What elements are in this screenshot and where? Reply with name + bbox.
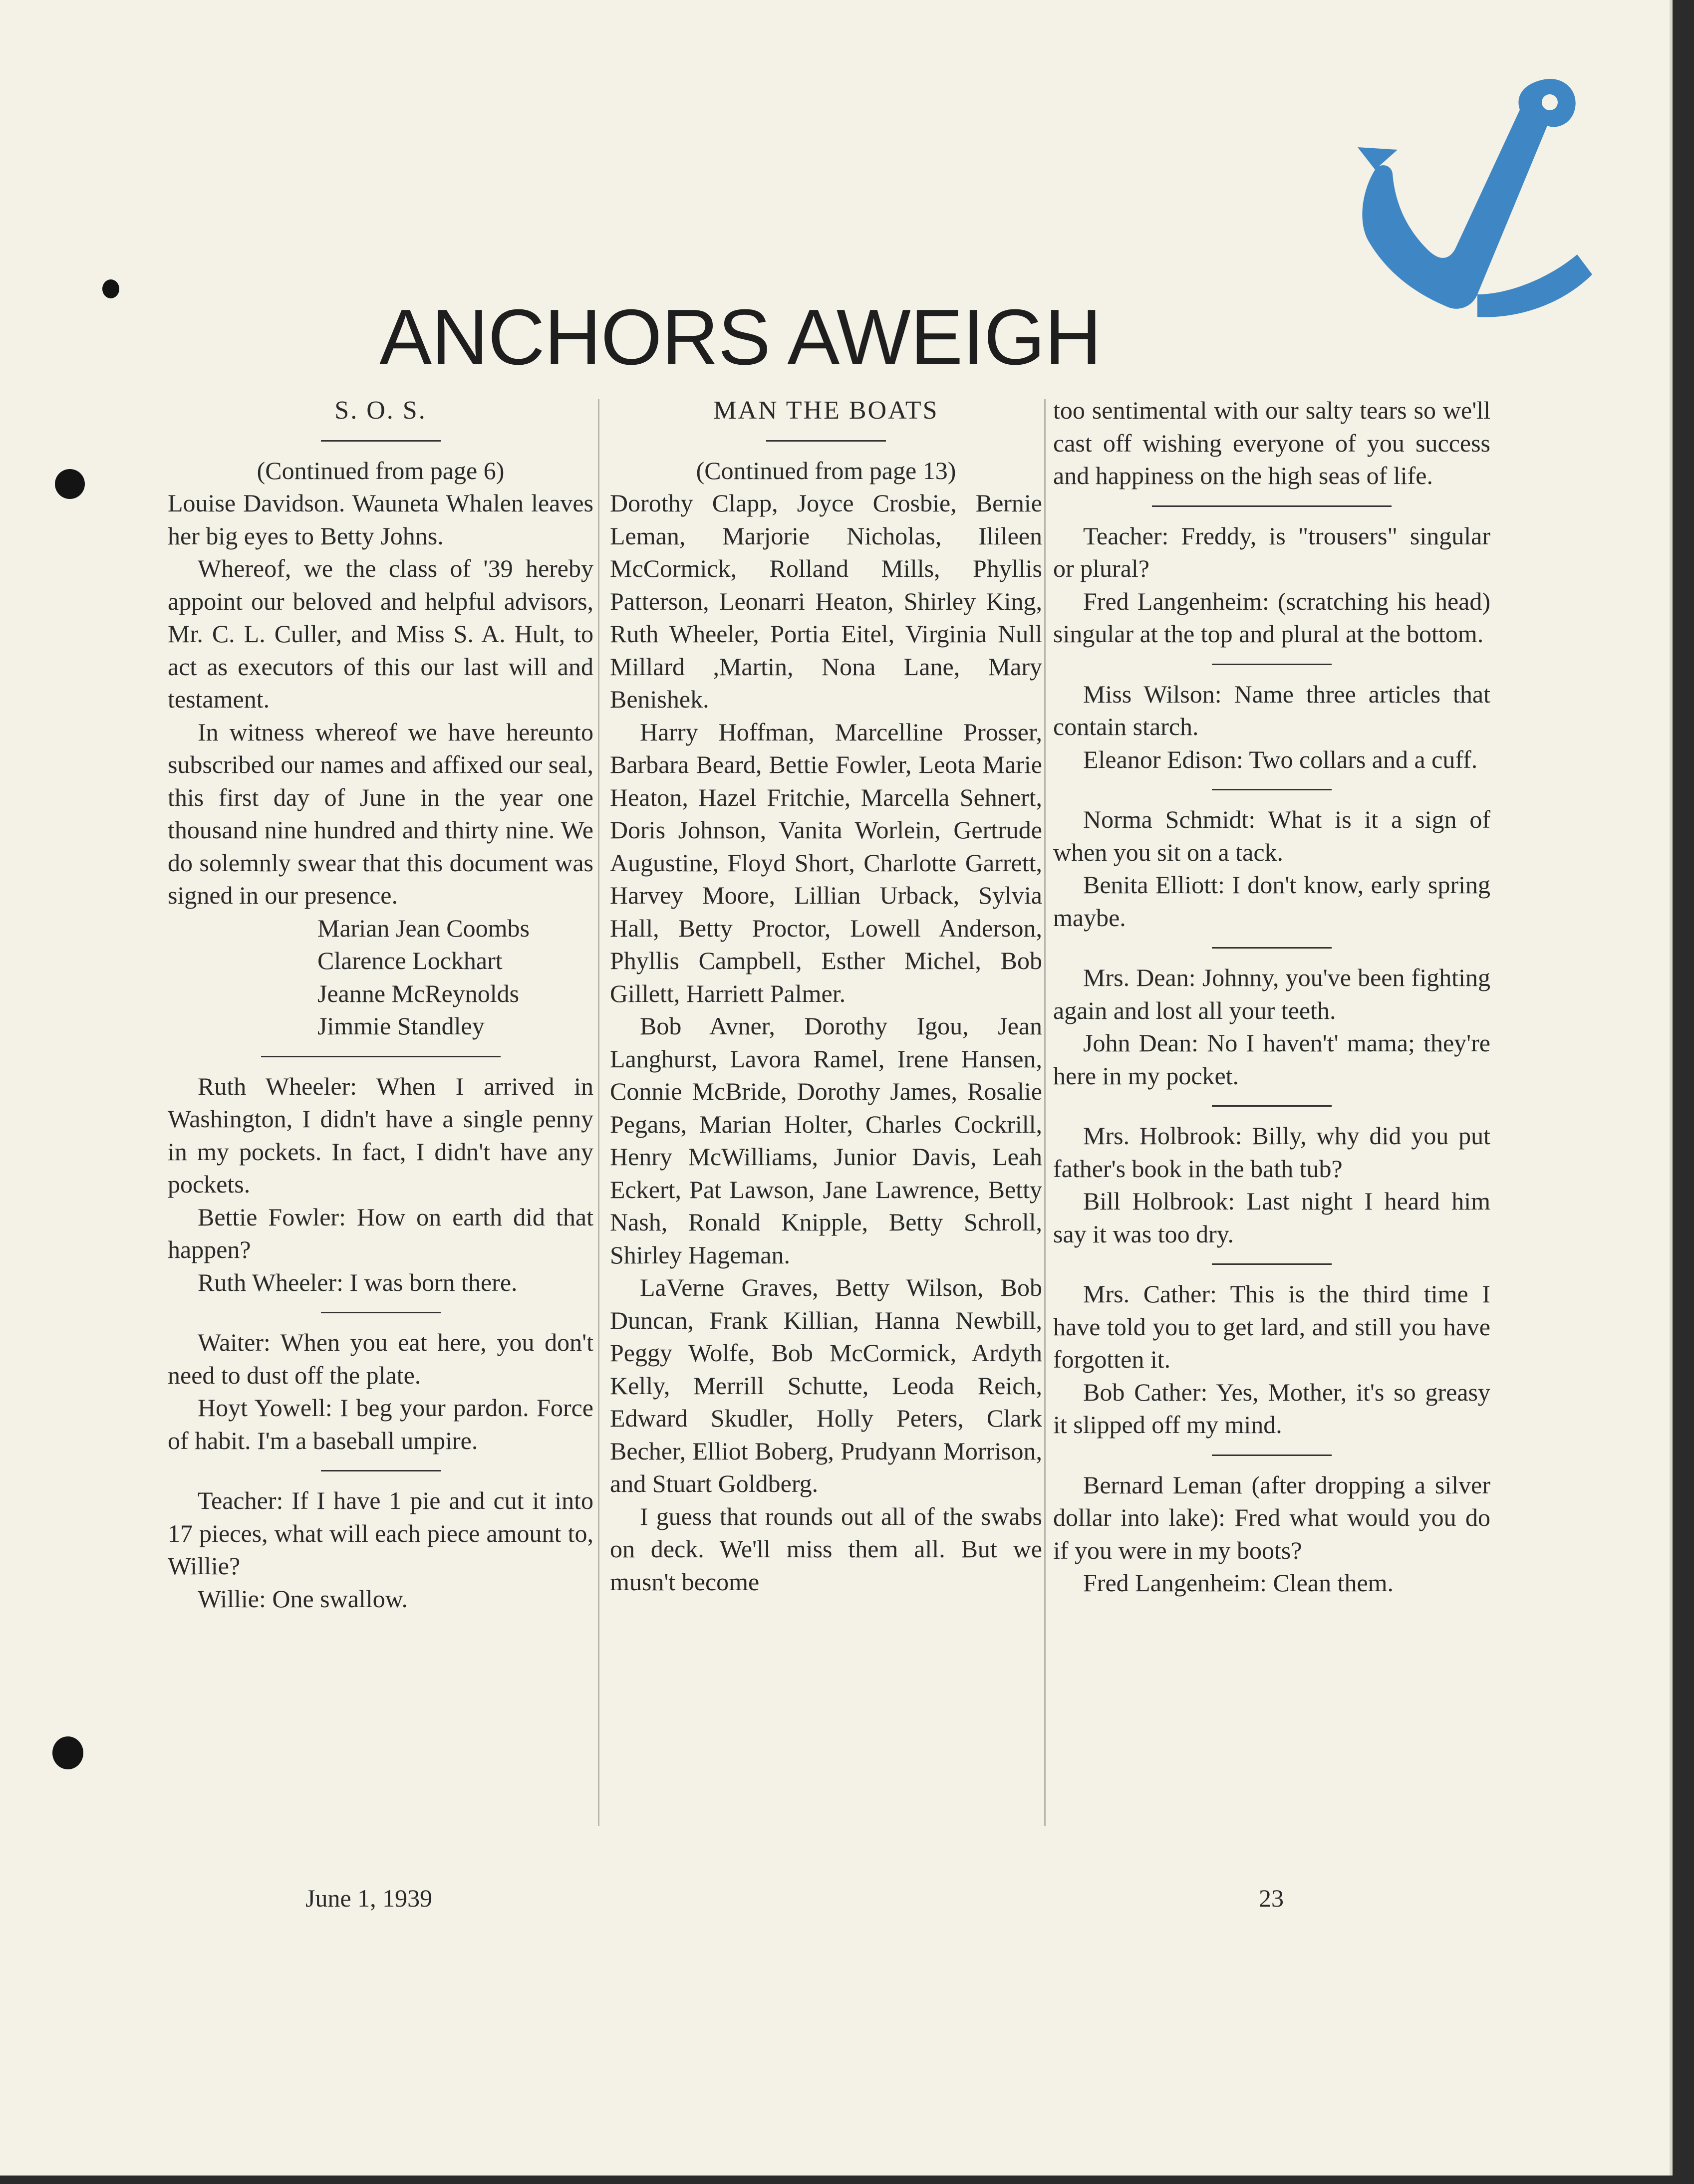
anchor-icon [1328, 60, 1607, 339]
joke-line: Norma Schmidt: What is it a sign of when you sit on a tack. [1053, 805, 1490, 866]
divider [1212, 1263, 1332, 1265]
joke-line: Fred Langenheim: (scratching his head) singular at the top and plural at the bottom. [1053, 587, 1490, 648]
joke-line: Benita Elliott: I don't know, early spring maybe. [1053, 871, 1490, 932]
joke-line: Willie: One swallow. [198, 1584, 408, 1613]
signature: Jeanne McReynolds [317, 979, 520, 1007]
column-man-the-boats [610, 394, 1042, 1598]
divider [1212, 1105, 1332, 1107]
divider [321, 1470, 441, 1471]
joke-line: Teacher: If I have 1 pie and cut it into 17 pieces, what will each piece amount to, Willie? [168, 1486, 593, 1580]
binder-hole-bottom [52, 1736, 83, 1769]
man-the-boats-heading: MAN THE BOATS [713, 396, 939, 425]
divider [261, 1056, 501, 1057]
joke-line: Hoyt Yowell: I beg your pardon. Force of habit. I'm a baseball umpire. [168, 1394, 593, 1455]
joke-line: Teacher: Freddy, is "trousers" singular or plural? [1053, 521, 1490, 582]
divider [321, 440, 441, 442]
continued-note: (Continued from page 13) [696, 456, 956, 485]
signature: Jimmie Standley [317, 1012, 485, 1040]
masthead-title: ANCHORS AWEIGH [379, 293, 1102, 381]
divider [1212, 664, 1332, 665]
paragraph: LaVerne Graves, Betty Wilson, Bob Duncan, Frank Killian, Hanna Newbill, Peggy Wolfe, Bob McCormick, Ardyth Kelly, Merrill Schutte, Leoda Reich, Edward Skudler, Holly Peters, Clark Becher, Elliot Boberg, Prudyann Morrison, and Stuart Goldberg. [610, 1273, 1042, 1497]
column-sos [168, 394, 593, 1615]
signature: Clarence Lockhart [317, 947, 503, 974]
divider [1212, 947, 1332, 949]
joke-line: Fred Langenheim: Clean them. [1083, 1569, 1394, 1597]
joke-line: Miss Wilson: Name three articles that contain starch. [1053, 680, 1490, 740]
divider [1212, 789, 1332, 790]
footer-date: June 1, 1939 [305, 1884, 433, 1912]
binder-hole-top [102, 279, 119, 298]
column-rule-1 [598, 399, 599, 1826]
page-number: 23 [1259, 1884, 1284, 1912]
joke-line: Bernard Leman (after dropping a silver dollar into lake): Fred what would you do if you were in my boots? [1053, 1470, 1490, 1564]
joke-line: Eleanor Edison: Two collars and a cuff. [1083, 745, 1478, 773]
joke-line: Bob Cather: Yes, Mother, it's so greasy it slipped off my mind. [1053, 1378, 1490, 1439]
paragraph: Whereof, we the class of '39 hereby appoint our beloved and helpful advisors, Mr. C. L. Culler, and Miss S. A. Hult, to act as executors of this our last will and testament. [168, 554, 593, 713]
joke-line: Mrs. Cather: This is the third time I have told you to get lard, and still you have forgotten it. [1053, 1280, 1490, 1373]
paragraph: In witness whereof we have hereunto subscribed our names and affixed our seal, this first day of June in the year one thousand nine hundred and thirty nine. We do solemnly swear that this document was signed in our presence. [168, 718, 593, 909]
joke-line: Mrs. Dean: Johnny, you've been fighting again and lost all your teeth. [1053, 964, 1490, 1024]
paragraph: Dorothy Clapp, Joyce Crosbie, Bernie Leman, Marjorie Nicholas, Ilileen McCormick, Rolland Mills, Phyllis Patterson, Leonarri Heaton, Shirley King, Ruth Wheeler, Portia Eitel, Virginia Null Millard ,Martin, Nona Lane, Mary Benishek. [610, 489, 1042, 713]
binder-hole-middle [55, 469, 85, 499]
continued-note: (Continued from page 6) [257, 456, 505, 485]
signature: Marian Jean Coombs [317, 914, 530, 942]
divider [1212, 1455, 1332, 1456]
sos-heading: S. O. S. [334, 396, 427, 425]
column-jokes [1053, 394, 1490, 1600]
divider [321, 1312, 441, 1313]
paragraph: Bob Avner, Dorothy Igou, Jean Langhurst, Lavora Ramel, Irene Hansen, Connie McBride, Dorothy James, Rosalie Pegans, Marian Holter, Charles Cockrill, Henry McWilliams, Junior Davis, Leah Eckert, Pat Lawson, Jane Lawrence, Betty Nash, Ronald Knipple, Betty Schroll, Shirley Hageman. [610, 1012, 1042, 1269]
joke-line: Mrs. Holbrook: Billy, why did you put father's book in the bath tub? [1053, 1122, 1490, 1183]
joke-line: Bill Holbrook: Last night I heard him say it was too dry. [1053, 1187, 1490, 1248]
joke-line: John Dean: No I haven't' mama; they're here in my pocket. [1053, 1029, 1490, 1090]
paragraph: I guess that rounds out all of the swabs on deck. We'll miss them all. But we musn't become [610, 1502, 1042, 1596]
joke-line: Bettie Fowler: How on earth did that happen? [168, 1203, 593, 1263]
joke-line: Ruth Wheeler: When I arrived in Washington, I didn't have a single penny in my pockets. In fact, I didn't have any pockets. [168, 1072, 593, 1198]
paragraph: Louise Davidson. Wauneta Whalen leaves her big eyes to Betty Johns. [168, 489, 593, 550]
joke-line: Waiter: When you eat here, you don't need to dust off the plate. [168, 1328, 593, 1389]
paragraph: Harry Hoffman, Marcelline Prosser, Barbara Beard, Bettie Fowler, Leota Marie Heaton, Hazel Fritchie, Marcella Sehnert, Doris Johnson, Vanita Worlein, Gertrude Augustine, Floyd Short, Charlotte Garrett, Harvey Moore, Lillian Urback, Sylvia Hall, Betty Proctor, Lowell Anderson, Phyllis Campbell, Esther Michel, Bob Gillett, Harriett Palmer. [610, 718, 1042, 1007]
divider [766, 440, 886, 442]
joke-line: Ruth Wheeler: I was born there. [198, 1268, 518, 1296]
divider [1152, 505, 1392, 507]
paragraph: too sentimental with our salty tears so we'll cast off wishing everyone of you success and happiness on the high seas of life. [1053, 396, 1490, 489]
column-rule-2 [1044, 399, 1046, 1826]
